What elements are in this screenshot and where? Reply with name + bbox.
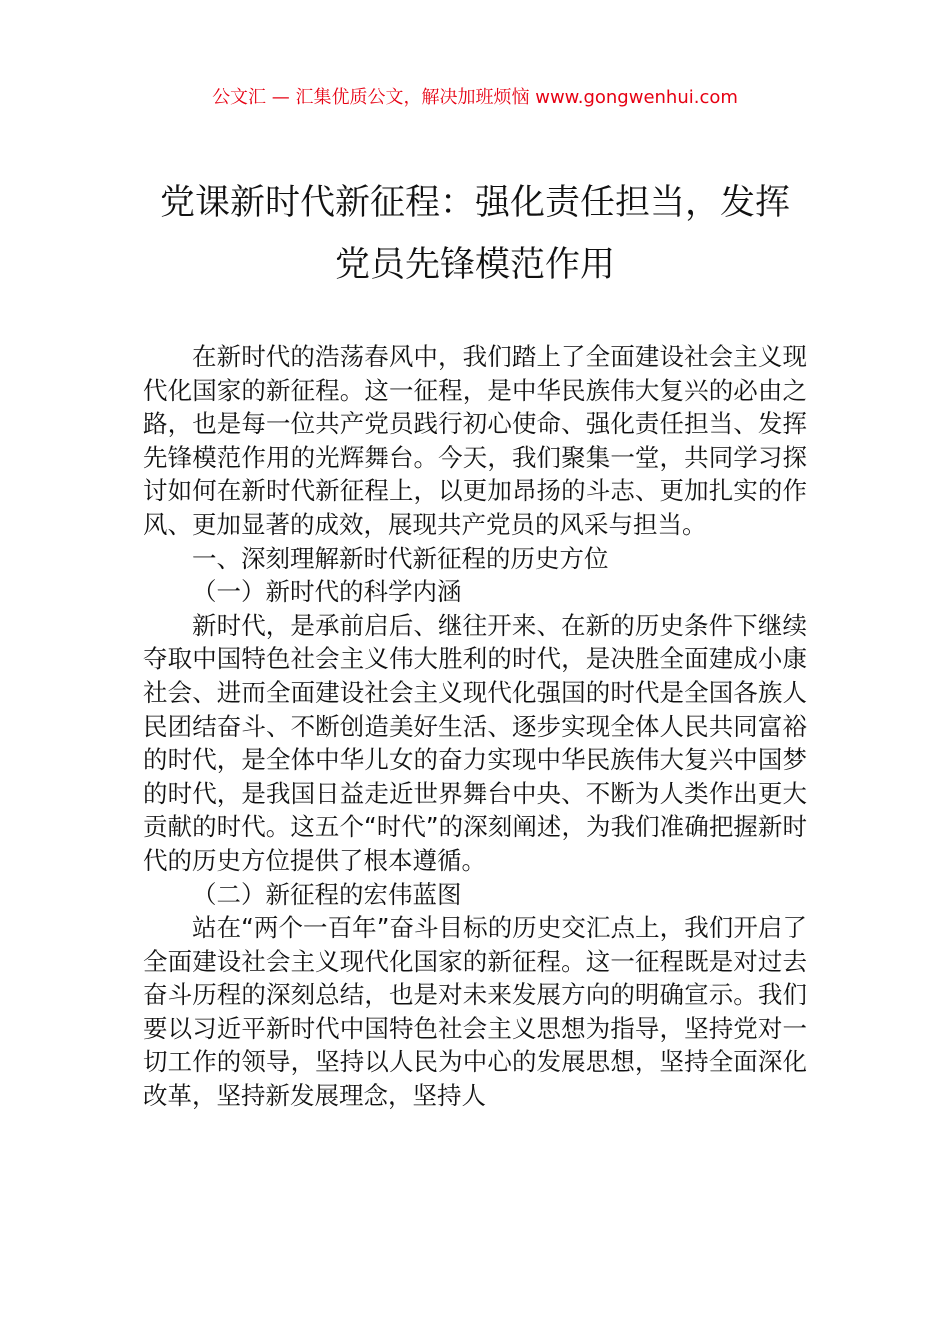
section-heading-1: 一、深刻理解新时代新征程的历史方位 [192,543,609,573]
document-body [143,340,807,1113]
document-title [120,172,830,296]
title-line-1: 党课新时代新征程：强化责任担当，发挥 [159,183,790,223]
intro-paragraph: 在新时代的浩荡春风中，我们踏上了全面建设社会主义现代化国家的新征程。这一征程，是中华民族伟大复兴的必由之路，也是每一位共产党员践行初心使命、强化责任担当、发挥先锋模范作用的光辉舞台。今天，我们聚集一堂，共同学习探讨如何在新时代新征程上，以更加昂扬的斗志、更加扎实的作风、更加显著的成效，展现共产党员的风采与担当。 [143,342,807,539]
title-line-2: 党员先锋模范作用 [334,245,615,285]
header-banner: 公文汇 — 汇集优质公文，解决加班烦恼 www.gongwenhui.com [212,87,738,108]
subsection-heading-2: （二）新征程的宏伟蓝图 [192,879,462,909]
body-paragraph-new-era: 新时代，是承前启后、继往开来、在新的历史条件下继续夺取中国特色社会主义伟大胜利的时代，是决胜全面建成小康社会、进而全面建设社会主义现代化强国的时代是全国各族人民团结奋斗、不断创造美好生活、逐步实现全体人民共同富裕的时代，是全体中华儿女的奋力实现中华民族伟大复兴中国梦的时代，是我国日益走近世界舞台中央、不断为人类作出更大贡献的时代。这五个“时代”的深刻阐述，为我们准确把握新时代的历史方位提供了根本遵循。 [143,610,807,875]
body-paragraph-new-journey: 站在“两个一百年”奋斗目标的历史交汇点上，我们开启了全面建设社会主义现代化国家的新征程。这一征程既是对过去奋斗历程的深刻总结，也是对未来发展方向的明确宣示。我们要以习近平新时代中国特色社会主义思想为指导，坚持党对一切工作的领导，坚持以人民为中心的发展思想，坚持全面深化改革，坚持新发展理念，坚持人 [143,913,807,1111]
subsection-heading-1: （一）新时代的科学内涵 [192,577,462,607]
